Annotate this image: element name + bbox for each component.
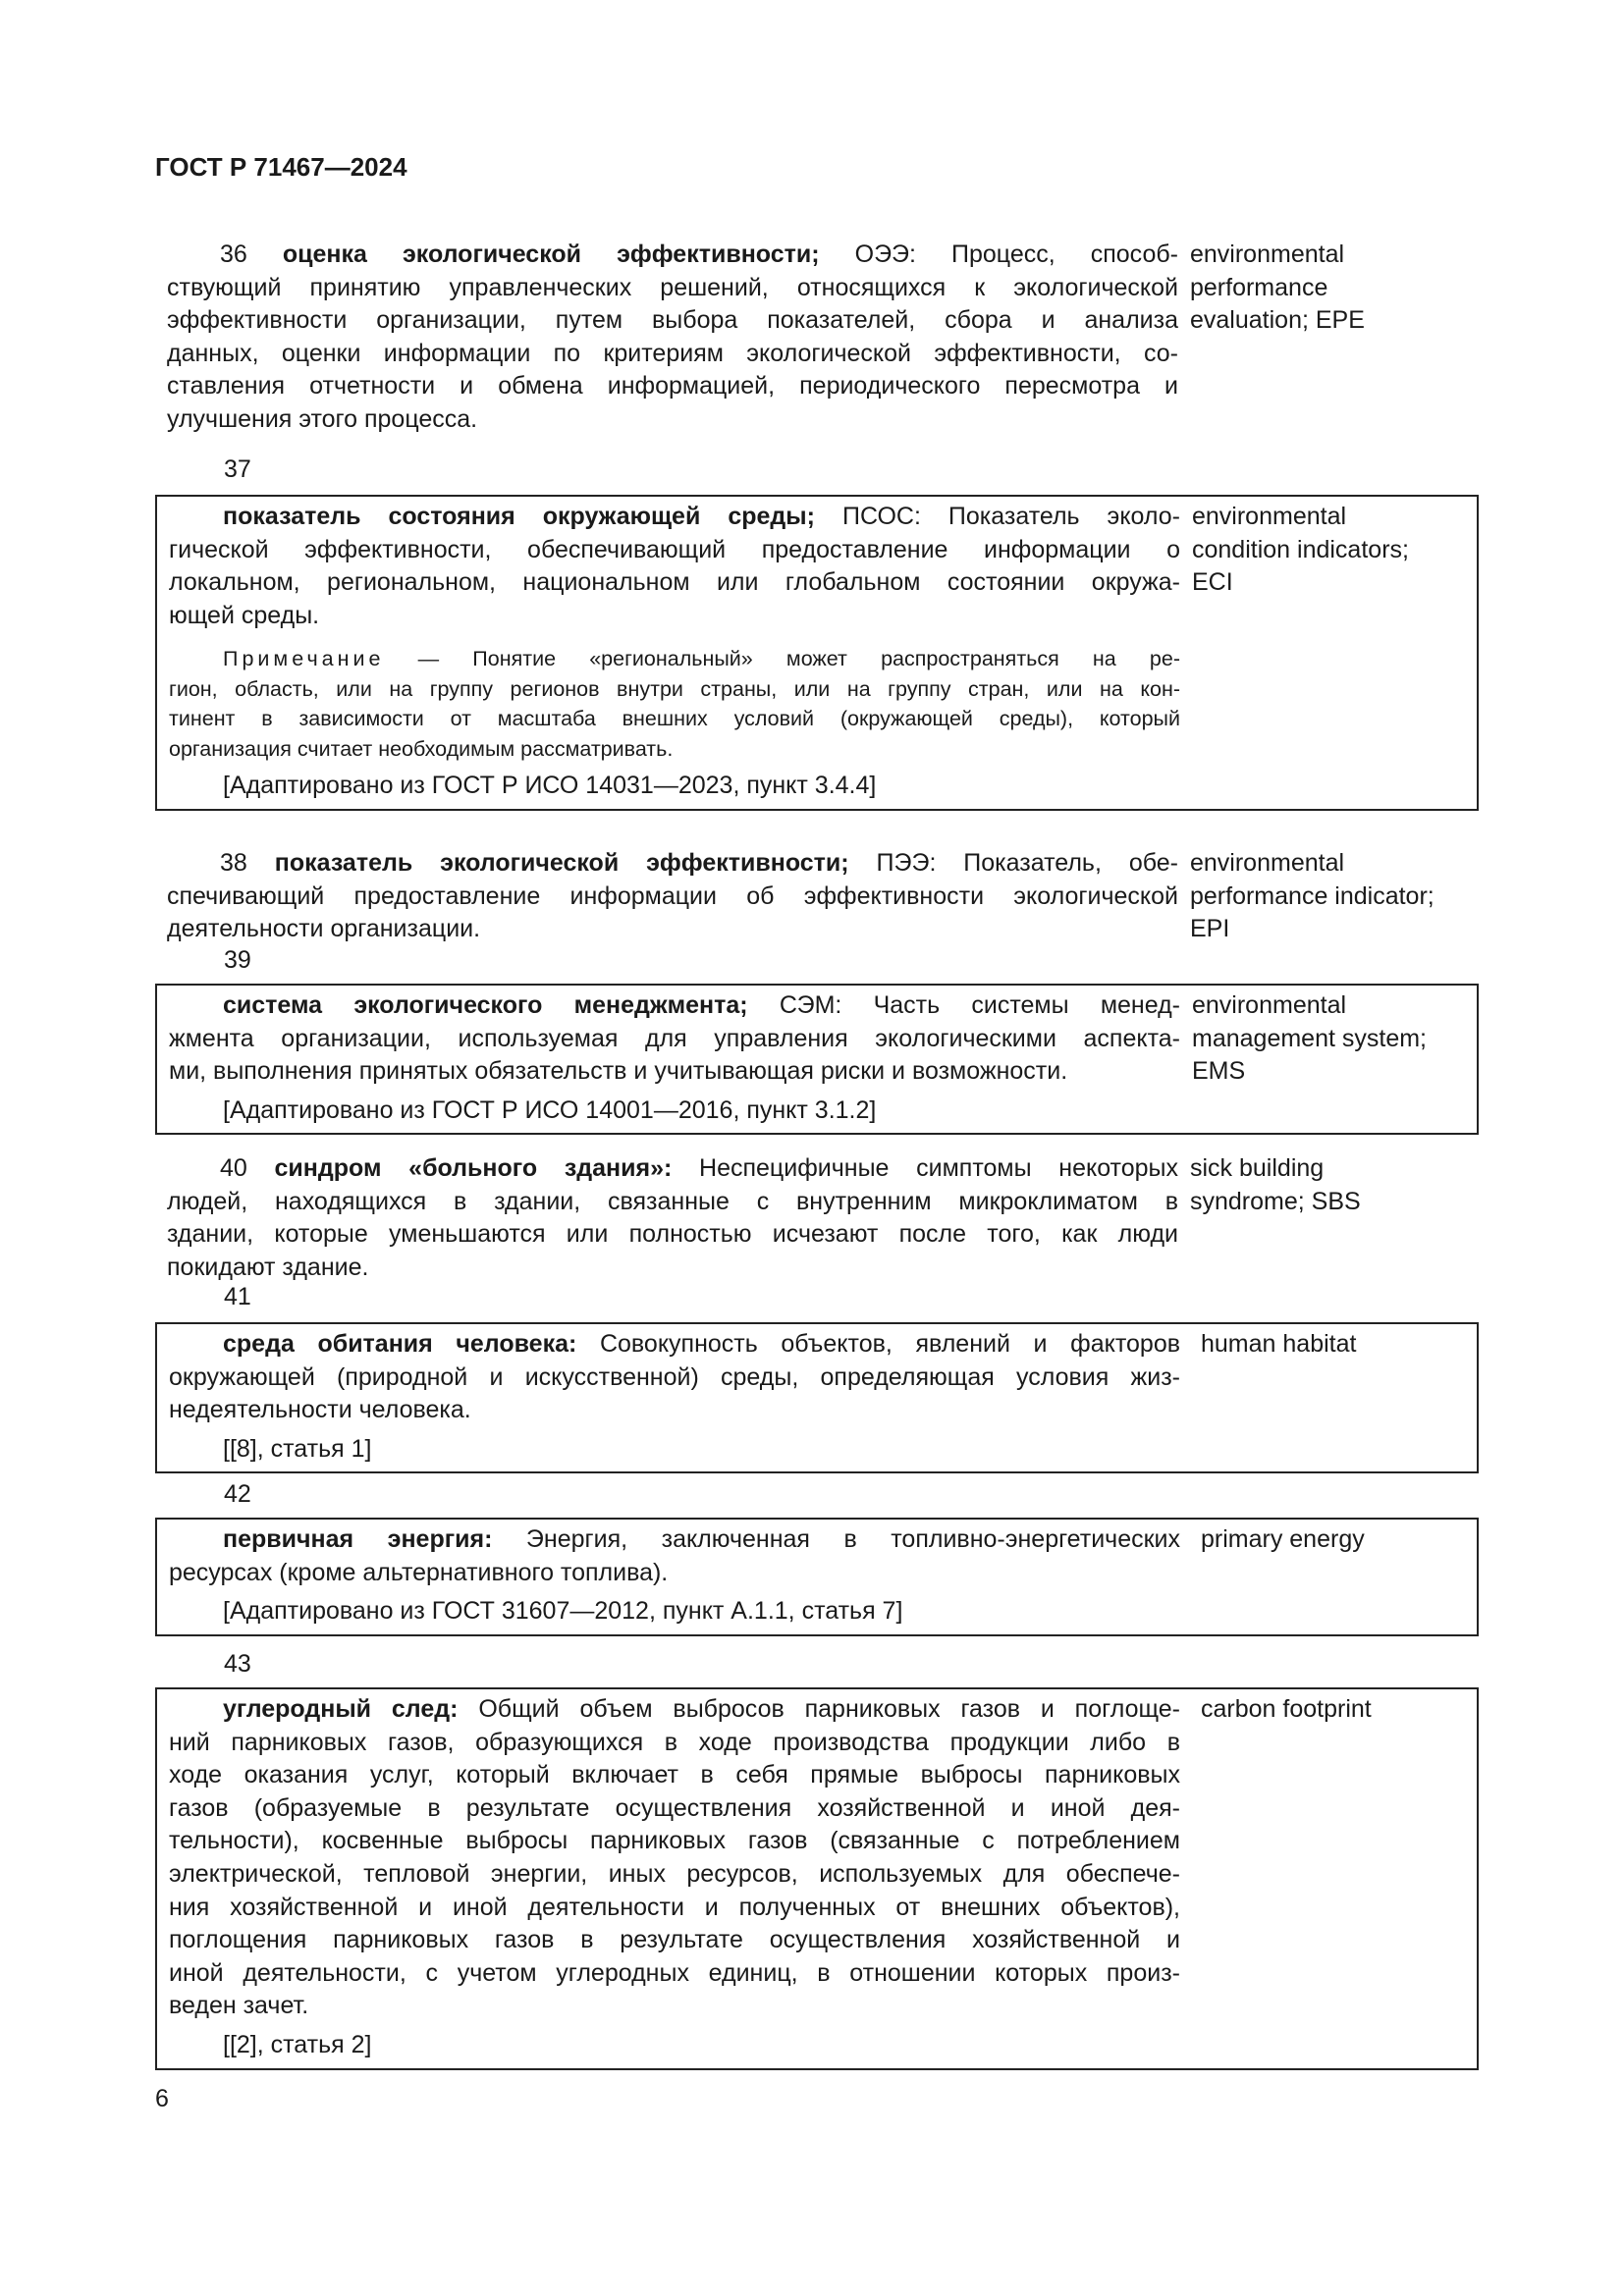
term-name: углеродный след: bbox=[223, 1695, 459, 1723]
english-term-line: environmental bbox=[1192, 991, 1347, 1019]
term-number: 41 bbox=[224, 1283, 251, 1310]
definition-line: спечивающий предоставление информации об эффективности экологической bbox=[167, 881, 1178, 910]
term-entry bbox=[155, 1687, 1479, 2070]
term-entry bbox=[155, 1322, 1479, 1473]
english-equivalent bbox=[1192, 501, 1409, 600]
term-note bbox=[169, 644, 1180, 764]
english-term-line: ECI bbox=[1192, 568, 1233, 597]
term-name: показатель экологической эффективности; bbox=[274, 849, 849, 877]
term-definition bbox=[167, 847, 1178, 946]
definition-line: поглощения парниковых газов в результате осуществления хозяйственной и bbox=[169, 1926, 1180, 1954]
term-name: показатель состояния окружающей среды; bbox=[223, 503, 815, 530]
english-equivalent bbox=[1190, 239, 1365, 338]
definition-line: газов (образуемые в результате осуществления хозяйственной и иной дея- bbox=[169, 1793, 1180, 1822]
english-term-line: syndrome; SBS bbox=[1190, 1187, 1361, 1215]
definition-text: ПСОС: Показатель эколо- bbox=[814, 503, 1180, 530]
term-source: [Адаптировано из ГОСТ Р ИСО 14001—2016, пункт 3.1.2] bbox=[223, 1095, 877, 1124]
definition-line bbox=[167, 847, 1178, 881]
definition-line: иной деятельности, с учетом углеродных единиц, в отношении которых произ- bbox=[169, 1958, 1180, 1987]
term-definition bbox=[167, 1152, 1178, 1284]
definition-text: Совокупность объектов, явлений и факторов bbox=[576, 1330, 1181, 1358]
note-line: организация считает необходимым рассматривать. bbox=[169, 736, 674, 761]
term-number: 36 bbox=[220, 240, 247, 268]
definition-text: ОЭЭ: Процесс, способ- bbox=[819, 240, 1178, 268]
term-name: первичная энергия: bbox=[223, 1525, 493, 1553]
definition-line bbox=[167, 1152, 1178, 1186]
definition-line bbox=[169, 989, 1180, 1023]
english-term-line: EMS bbox=[1192, 1057, 1246, 1086]
term-source: [[8], статья 1] bbox=[223, 1434, 372, 1463]
english-equivalent bbox=[1192, 989, 1427, 1089]
term-source: [[2], статья 2] bbox=[223, 2030, 372, 2058]
term-number: 38 bbox=[220, 849, 247, 877]
definition-line: электрической, тепловой энергии, иных ресурсов, используемых для обеспече- bbox=[169, 1859, 1180, 1888]
definition-text: Энергия, заключенная в топливно-энергетических bbox=[492, 1525, 1181, 1553]
english-term-line: carbon footprint bbox=[1201, 1695, 1372, 1723]
term-definition bbox=[169, 1328, 1180, 1466]
term-number: 39 bbox=[224, 946, 251, 974]
definition-line: гической эффективности, обеспечивающий предоставление информации о bbox=[169, 535, 1180, 563]
term-name: система экологического менеджмента; bbox=[223, 991, 748, 1019]
english-term-line: EPI bbox=[1190, 915, 1230, 943]
definition-text: СЭМ: Часть системы менед- bbox=[747, 991, 1180, 1019]
term-entry bbox=[155, 1518, 1479, 1636]
definition-line: ресурсах (кроме альтернативного топлива). bbox=[169, 1558, 669, 1586]
note-line: тинент в зависимости от масштаба внешних условий (окружающей среды), который bbox=[169, 707, 1180, 731]
english-term-line: primary energy bbox=[1201, 1525, 1365, 1553]
definition-text: ПЭЭ: Показатель, обе- bbox=[848, 849, 1178, 877]
english-equivalent bbox=[1201, 1523, 1365, 1557]
definition-line: данных, оценки информации по критериям экологической эффективности, со- bbox=[167, 339, 1178, 367]
definition-line: ставления отчетности и обмена информацией, периодического пересмотра и bbox=[167, 372, 1178, 400]
english-term-line: environmental bbox=[1190, 849, 1345, 877]
definition-line: здании, которые уменьшаются или полностью исчезают после того, как люди bbox=[167, 1220, 1178, 1249]
term-definition bbox=[167, 239, 1178, 437]
english-term-line: condition indicators; bbox=[1192, 535, 1409, 563]
note-label: Примечание bbox=[223, 647, 385, 671]
term-name: среда обитания человека: bbox=[223, 1330, 577, 1358]
term-number: 37 bbox=[224, 455, 251, 483]
definition-line bbox=[169, 501, 1180, 534]
term-definition bbox=[169, 1693, 1180, 2062]
definition-line: покидают здание. bbox=[167, 1253, 369, 1281]
english-term-line: performance indicator; bbox=[1190, 881, 1435, 910]
term-number: 40 bbox=[220, 1154, 247, 1182]
definition-line: ствующий принятию управленческих решений, относящихся к экологической bbox=[167, 273, 1178, 301]
definition-line: недеятельности человека. bbox=[169, 1396, 471, 1424]
english-term-line: evaluation; EPE bbox=[1190, 306, 1365, 335]
term-definition bbox=[169, 501, 1180, 803]
definition-line: ющей среды. bbox=[169, 601, 320, 629]
term-entry bbox=[155, 984, 1479, 1135]
english-equivalent bbox=[1201, 1693, 1372, 1727]
definition-line: веден зачет. bbox=[169, 1992, 309, 2020]
term-source: [Адаптировано из ГОСТ Р ИСО 14031—2023, пункт 3.4.4] bbox=[223, 772, 877, 800]
definition-line: жмента организации, используемая для управления экологическими аспекта- bbox=[169, 1024, 1180, 1052]
term-name: оценка экологической эффективности; bbox=[282, 240, 820, 268]
page-number: 6 bbox=[155, 2085, 169, 2112]
english-term-line: performance bbox=[1190, 273, 1328, 301]
definition-text: Общий объем выбросов парниковых газов и поглоще- bbox=[458, 1695, 1180, 1723]
english-term-line: environmental bbox=[1190, 240, 1345, 268]
definition-line: окружающей (природной и искусственной) среды, определяющая условия жиз- bbox=[169, 1362, 1180, 1391]
term-number: 43 bbox=[224, 1650, 251, 1678]
term-definition bbox=[169, 989, 1180, 1127]
english-equivalent bbox=[1190, 1152, 1361, 1218]
term-number: 42 bbox=[224, 1480, 251, 1508]
english-term-line: human habitat bbox=[1201, 1330, 1357, 1358]
definition-line bbox=[169, 1328, 1180, 1362]
definition-line: эффективности организации, путем выбора показателей, сбора и анализа bbox=[167, 306, 1178, 335]
note-line: гион, область, или на группу регионов внутри страны, или на группу стран, или на кон- bbox=[169, 676, 1180, 701]
note-line bbox=[169, 644, 1180, 674]
english-term-line: management system; bbox=[1192, 1024, 1427, 1052]
definition-line: тельности), косвенные выбросы парниковых газов (связанные с потреблением bbox=[169, 1827, 1180, 1855]
english-term-line: environmental bbox=[1192, 503, 1347, 530]
definition-line: ми, выполнения принятых обязательств и учитывающая риски и возможности. bbox=[169, 1057, 1068, 1086]
definition-line: деятельности организации. bbox=[167, 915, 481, 943]
definition-line: ния хозяйственной и иной деятельности и полученных от внешних объектов), bbox=[169, 1893, 1180, 1921]
english-equivalent bbox=[1201, 1328, 1356, 1362]
term-name: синдром «больного здания»: bbox=[274, 1154, 673, 1182]
note-text: — Понятие «региональный» может распространяться на ре- bbox=[384, 647, 1180, 671]
english-equivalent bbox=[1190, 847, 1435, 946]
definition-line bbox=[167, 239, 1178, 272]
document-header: ГОСТ Р 71467—2024 bbox=[155, 152, 407, 182]
definition-line: людей, находящихся в здании, связанные с внутренним микроклиматом в bbox=[167, 1187, 1178, 1215]
definition-line: ходе оказания услуг, который включает в себя прямые выбросы парниковых bbox=[169, 1761, 1180, 1789]
definition-line: ний парниковых газов, образующихся в ходе производства продукции либо в bbox=[169, 1728, 1180, 1756]
definition-text: Неспецифичные симптомы некоторых bbox=[672, 1154, 1178, 1182]
english-term-line: sick building bbox=[1190, 1154, 1325, 1182]
definition-line: локальном, региональном, национальном или глобальном состоянии окружа- bbox=[169, 568, 1180, 597]
definition-line: улучшения этого процесса. bbox=[167, 404, 478, 433]
term-source: [Адаптировано из ГОСТ 31607—2012, пункт А.1.1, статья 7] bbox=[223, 1597, 903, 1626]
definition-line bbox=[169, 1523, 1180, 1557]
definition-line bbox=[169, 1693, 1180, 1727]
term-definition bbox=[169, 1523, 1180, 1629]
term-entry bbox=[155, 495, 1479, 811]
